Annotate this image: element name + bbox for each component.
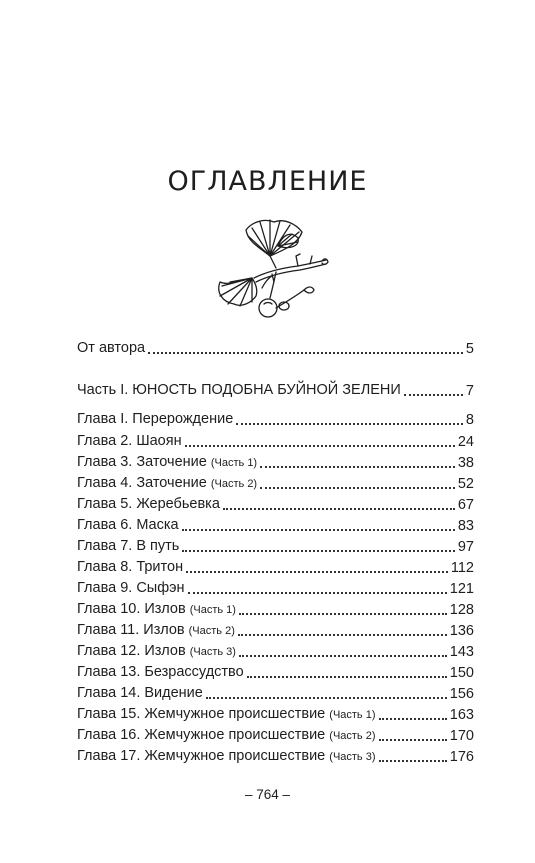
toc-entry-page: 5 (465, 341, 474, 357)
toc-entry-part: (Часть 2) (329, 730, 376, 742)
toc-entry-label: Глава 4. Заточение (77, 475, 211, 491)
toc-entry[interactable] (77, 663, 474, 683)
toc-entry-page: 128 (449, 602, 474, 618)
toc-entry[interactable] (77, 621, 474, 641)
leader-dots (238, 633, 447, 636)
leader-dots (185, 444, 455, 447)
toc-entry-label: Глава 10. Излов (77, 601, 190, 617)
toc-entry-part: (Часть 2) (210, 478, 258, 490)
toc-entry-part: (Часть 3) (189, 646, 236, 658)
leader-dots (379, 738, 447, 741)
page-number: – 764 – (244, 787, 291, 802)
toc-entry[interactable] (77, 747, 474, 767)
toc-entry-label: Глава 3. Заточение (77, 454, 211, 470)
toc-entry[interactable] (77, 600, 474, 620)
toc-entry-page: 136 (449, 623, 474, 639)
leader-dots (260, 486, 455, 489)
toc-entry-page: 67 (457, 497, 474, 513)
leader-dots (379, 717, 447, 720)
toc-entry[interactable] (77, 558, 474, 578)
toc-entry-page: 8 (465, 412, 474, 428)
toc-entry-label: Глава 12. Излов (77, 643, 190, 659)
toc-entry-part: (Часть 3) (329, 751, 376, 763)
toc-entry[interactable] (77, 705, 474, 725)
leader-dots (379, 759, 447, 762)
toc-entry[interactable] (77, 453, 474, 473)
toc-entry[interactable] (77, 495, 474, 515)
toc-entry[interactable] (77, 432, 474, 452)
toc-entry-page: 163 (449, 707, 474, 723)
toc-entry[interactable] (77, 410, 474, 430)
toc-entry[interactable] (77, 537, 474, 557)
toc-entry[interactable] (77, 726, 474, 746)
toc-entry-label: От автора (77, 340, 146, 356)
toc-entry-page: 156 (449, 686, 474, 702)
toc-entry-label: Глава 7. В путь (77, 538, 180, 554)
toc-entry-page: 83 (457, 518, 474, 534)
toc-entry-label: Глава 14. Видение (77, 685, 203, 701)
toc-entry-label: Глава 16. Жемчужное происшествие (77, 727, 330, 743)
leader-dots (404, 393, 463, 396)
leader-dots (148, 351, 463, 354)
toc-entry-part: (Часть 1) (329, 709, 376, 721)
toc-entry-page: 52 (457, 476, 474, 492)
leader-dots (260, 465, 455, 468)
leader-dots (247, 675, 447, 678)
toc-entry-page: 112 (450, 560, 474, 576)
toc-entry-part: (Часть 1) (189, 604, 236, 616)
toc-entry-page: 170 (449, 728, 474, 744)
toc-entry[interactable] (77, 474, 474, 494)
toc-entry-page: 38 (457, 455, 474, 471)
toc-entry-label: Глава 2. Шаоян (77, 433, 182, 449)
leader-dots (223, 507, 455, 510)
toc-entry-label: Глава 8. Тритон (77, 559, 184, 575)
leader-dots (206, 696, 447, 699)
toc-entry-page: 97 (457, 539, 474, 555)
toc-entry[interactable] (77, 579, 474, 599)
toc-entry-page: 121 (449, 581, 474, 597)
toc-entry-label: Глава I. Перерождение (77, 411, 234, 427)
toc-entry[interactable] (77, 381, 474, 401)
leader-dots (239, 612, 447, 615)
toc-entry-page: 24 (457, 434, 474, 450)
toc-entry-page: 7 (465, 383, 474, 399)
ginkgo-branch-icon (212, 216, 330, 322)
toc-entry[interactable] (77, 684, 474, 704)
leader-dots (182, 549, 455, 552)
toc-entry-label: Часть I. ЮНОСТЬ ПОДОБНА БУЙНОЙ ЗЕЛЕНИ (77, 382, 401, 398)
leader-dots (236, 422, 463, 425)
toc-entry-label: Глава 15. Жемчужное происшествие (77, 706, 330, 722)
toc-entry-page: 150 (449, 665, 474, 681)
toc-entry-label: Глава 5. Жеребьевка (77, 496, 220, 512)
leader-dots (239, 654, 447, 657)
page-title: ОГЛАВЛЕНИЕ (167, 166, 368, 197)
leader-dots (188, 591, 447, 594)
toc-entry-label: Глава 17. Жемчужное происшествие (77, 748, 330, 764)
toc-entry-label: Глава 9. Сыфэн (77, 580, 185, 596)
toc-entry[interactable] (77, 516, 474, 536)
toc-entry-label: Глава 6. Маска (77, 517, 179, 533)
toc-entry-label: Глава 13. Безрассудство (77, 664, 244, 680)
toc-entry-part: (Часть 1) (210, 457, 258, 469)
leader-dots (182, 528, 455, 531)
toc-entry[interactable] (77, 339, 474, 359)
leader-dots (186, 570, 448, 573)
toc-entry-page: 176 (449, 749, 474, 765)
toc-entry-label: Глава 11. Излов (77, 622, 189, 638)
toc-entry[interactable] (77, 642, 474, 662)
toc-entry-page: 143 (449, 644, 474, 660)
toc-entry-part: (Часть 2) (188, 625, 235, 637)
